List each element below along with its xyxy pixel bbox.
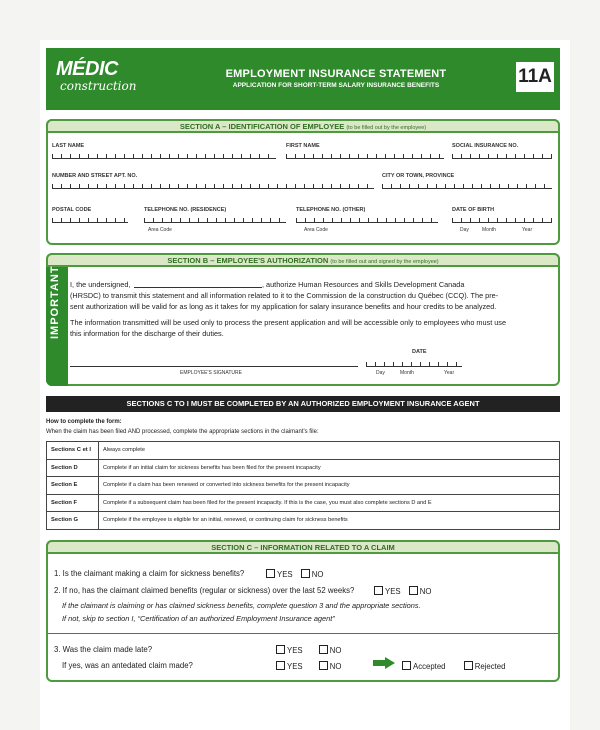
medic-logo (56, 58, 146, 102)
auth-line-1-start: I, the undersigned, (70, 280, 131, 289)
section-c-title-bar (46, 540, 560, 554)
question-2-note-1: If the claimant is claiming or has claimed sickness benefits, complete question 3 and the appropriate sections. (62, 601, 421, 610)
rejected-checkbox[interactable] (464, 661, 473, 670)
dob-day-label: Day (460, 227, 469, 233)
table-cell-desc: Complete if a subsequent claim has been filed for the present incapacity. If this is the case, you must also complete sections D and E (99, 494, 560, 512)
section-b-title-bar (46, 253, 560, 267)
dob-field[interactable] (452, 215, 552, 223)
question-1-text: 1. Is the claimant making a claim for sickness benefits? (54, 569, 245, 578)
howto-table (46, 441, 560, 530)
question-2-text: 2. If no, has the claimant claimed benefits (regular or sickness) over the last 52 weeks? (54, 586, 355, 595)
table-row (47, 459, 560, 477)
q2-no-label: NO (419, 587, 432, 596)
first-name-field[interactable] (286, 151, 444, 159)
auth-line-2: (HRSDC) to transmit this statement and all information related to it to the Commission de la construction du Québec (CCQ). The pre- (70, 291, 499, 300)
logo-main-text: MÉDIC (56, 58, 118, 80)
q2-no-checkbox[interactable] (409, 586, 418, 595)
form-header (46, 48, 560, 110)
question-3b-text: If yes, was an antedated claim made? (62, 661, 193, 670)
dob-label: DATE OF BIRTH (452, 207, 495, 213)
postal-label: POSTAL CODE (52, 207, 92, 213)
auth-line-5: this information for the discharge of their duties. (70, 329, 224, 338)
phone-res-field[interactable] (144, 215, 286, 223)
section-c-divider (48, 633, 558, 634)
q3b-no-label: NO (329, 662, 342, 671)
date-label: DATE (412, 349, 427, 355)
section-a-title: SECTION A – IDENTIFICATION OF EMPLOYEE (179, 122, 345, 131)
q3-no-label: NO (329, 646, 342, 655)
table-cell-section: Section F (47, 494, 99, 512)
table-row (47, 477, 560, 495)
antedate-result-options (396, 661, 505, 671)
q3-no-checkbox[interactable] (319, 645, 328, 654)
table-cell-desc: Always complete (99, 442, 560, 460)
q1-yes-checkbox[interactable] (266, 569, 275, 578)
table-cell-desc: Complete if an initial claim for sickness benefits has been filed for the present incapacity (99, 459, 560, 477)
undersigned-name-field[interactable] (134, 280, 262, 288)
table-cell-section: Section E (47, 477, 99, 495)
phone-res-label: TELEPHONE NO. (RESIDENCE) (144, 207, 227, 213)
phone-other-field[interactable] (296, 215, 438, 223)
question-3b-options (270, 661, 341, 671)
q1-no-checkbox[interactable] (301, 569, 310, 578)
q3-yes-checkbox[interactable] (276, 645, 285, 654)
important-sidebar (46, 267, 68, 386)
table-cell-desc: Complete if a claim has been renewed or converted into sickness benefits for the present incapacity (99, 477, 560, 495)
employee-signature-field[interactable] (70, 359, 358, 367)
dob-month-label: Month (482, 227, 496, 233)
area-code-label-1: Area Code (148, 227, 172, 233)
section-a-title-bar (46, 119, 560, 133)
street-field[interactable] (52, 181, 374, 189)
important-label: IMPORTANT (49, 265, 61, 339)
q3-yes-label: YES (287, 646, 303, 655)
phone-other-label: TELEPHONE NO. (OTHER) (296, 207, 366, 213)
section-a (46, 119, 560, 245)
street-label: NUMBER AND STREET APT. NO. (52, 173, 138, 179)
postal-field[interactable] (52, 215, 128, 223)
last-name-field[interactable] (52, 151, 276, 159)
question-3-options (270, 645, 341, 655)
area-code-label-2: Area Code (304, 227, 328, 233)
section-c-title: SECTION C – INFORMATION RELATED TO A CLAIM (211, 543, 395, 552)
sig-year-label: Year (444, 370, 455, 376)
table-row (47, 442, 560, 460)
q2-yes-label: YES (385, 587, 401, 596)
q1-yes-label: YES (277, 570, 293, 579)
auth-line-1-end: , authorize Human Resources and Skills Development Canada (262, 280, 465, 289)
city-field[interactable] (382, 181, 552, 189)
question-3-text: 3. Was the claim made late? (54, 645, 153, 654)
sig-day-label: Day (376, 370, 385, 376)
section-b-note: (to be filled out and signed by the employee) (330, 259, 439, 265)
arrow-right-icon (373, 657, 395, 669)
logo-sub-text: construction (60, 79, 137, 93)
table-row (47, 494, 560, 512)
question-1-options (260, 569, 323, 579)
form-title: EMPLOYMENT INSURANCE STATEMENT (225, 68, 447, 80)
last-name-label: LAST NAME (52, 143, 85, 149)
table-cell-desc: Complete if the employee is eligible for an initial, renewed, or continuing claim for sickness benefits (99, 512, 560, 530)
q2-yes-checkbox[interactable] (374, 586, 383, 595)
accepted-label: Accepted (413, 662, 446, 671)
section-b (46, 253, 560, 386)
table-cell-section: Sections C et I (47, 442, 99, 460)
signature-label: EMPLOYEE'S SIGNATURE (180, 370, 242, 376)
howto-title: How to complete the form: (46, 419, 122, 425)
accepted-checkbox[interactable] (402, 661, 411, 670)
city-label: CITY OR TOWN, PROVINCE (382, 173, 455, 179)
section-a-note: (to be filled out by the employee) (346, 125, 427, 131)
first-name-label: FIRST NAME (286, 143, 320, 149)
auth-line-4: The information transmitted will be used only to process the present application and will be accessible only to employees who must use (70, 318, 507, 327)
sin-label: SOCIAL INSURANCE NO. (452, 143, 519, 149)
q3b-no-checkbox[interactable] (319, 661, 328, 670)
form-subtitle: APPLICATION FOR SHORT-TERM SALARY INSURANCE BENEFITS (232, 82, 440, 89)
rejected-label: Rejected (474, 662, 506, 671)
q1-no-label: NO (311, 570, 324, 579)
sin-field[interactable] (452, 151, 552, 159)
question-2-options (368, 586, 431, 596)
table-row (47, 512, 560, 530)
q3b-yes-checkbox[interactable] (276, 661, 285, 670)
howto-text: When the claim has been filed AND processed, complete the appropriate sections in the claimant's file: (46, 429, 319, 435)
table-cell-section: Section D (47, 459, 99, 477)
table-cell-section: Section G (47, 512, 99, 530)
question-2-note-2: If not, skip to section I, “Certification of an authorized Employment Insurance agent” (62, 614, 335, 623)
dob-year-label: Year (522, 227, 533, 233)
agent-instructions-bar: SECTIONS C TO I MUST BE COMPLETED BY AN AUTHORIZED EMPLOYMENT INSURANCE AGENT (46, 396, 560, 412)
form-number-badge: 11A (516, 62, 554, 92)
q3b-yes-label: YES (287, 662, 303, 671)
signature-date-field[interactable] (366, 359, 462, 367)
sig-month-label: Month (400, 370, 414, 376)
auth-line-3: sent authorization will be valid for as long as it takes for my application for salary insurance benefits and hour credits to be analyzed. (70, 302, 497, 311)
section-b-title: SECTION B – EMPLOYEE'S AUTHORIZATION (167, 256, 329, 265)
